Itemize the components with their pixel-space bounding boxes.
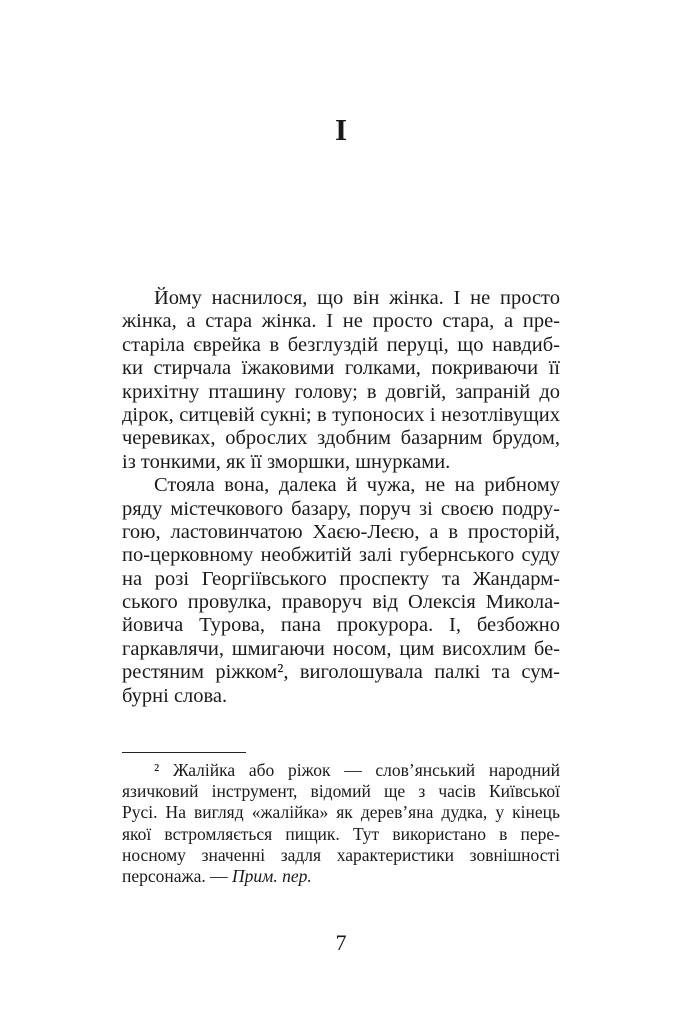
footnote-line [122,866,560,887]
text-line: черевиках, оброслих здобним базарним брудом, [122,427,560,450]
text-line: ряду містечкового базару, поруч зі своєю подру- [122,497,560,520]
text-line: гаркавлячи, шмигаючи носом, цим висохлим бе- [122,637,560,660]
text-line: старіла єврейка в безглуздій перуці, що навдиб- [122,333,560,356]
text-line: гою, ластовинчатою Хаєю-Леєю, а в просторій, [122,520,560,543]
text-line: рестяним ріжком², виголошувала палкі та сум- [122,661,560,684]
page-number: 7 [335,930,347,955]
translator-note: Прим. пер. [232,865,312,886]
text-line: йовича Турова, пана прокурора. І, безбожно [122,614,560,637]
footnote-line: язичковий інструмент, відомий ще з часів Київської [122,781,560,802]
body-text [122,287,560,708]
footnote-line: ² Жалійка або ріжок — слов’янський народний [154,760,560,780]
footnote-line: Русі. На вигляд «жалійка» як дерев’яна дудка, у кінець [122,802,560,823]
text-line: дірок, ситцевій сукні; в тупоносих і незотлівущих [122,403,560,426]
paragraph-1 [122,287,560,474]
text-line: крихітну пташину голову; в довгій, запраній до [122,380,560,403]
text-line: по-церковному необжитій залі губернського суду [122,544,560,567]
paragraph-2 [122,474,560,708]
text-line: із тонкими, як її зморшки, шнурками. [122,450,451,473]
footnote-divider [122,752,246,753]
text-line: бурні слова. [122,684,228,707]
text-line: Стояла вона, далека й чужа, не на рибному [154,474,560,497]
chapter-heading: I [334,112,348,147]
text-line: жінка, а стара жінка. І не просто стара, а пре- [122,310,560,333]
text-line: ки стирчала їжаковими голками, покриваючи її [122,357,560,380]
text-line: на розі Георгіївського проспекту та Жандарм- [122,567,560,590]
text-line: Йому наснилося, що він жінка. І не просто [154,287,560,309]
footnote-line: носному значенні задля характеристики зовнішності [122,844,560,865]
footnote-text: персонажа. — [122,865,233,886]
footnote-line: якої встромляється пищик. Тут використано в пере- [122,823,560,844]
footnote [122,760,560,887]
text-line: ського провулка, праворуч від Олексія Микола- [122,591,560,614]
